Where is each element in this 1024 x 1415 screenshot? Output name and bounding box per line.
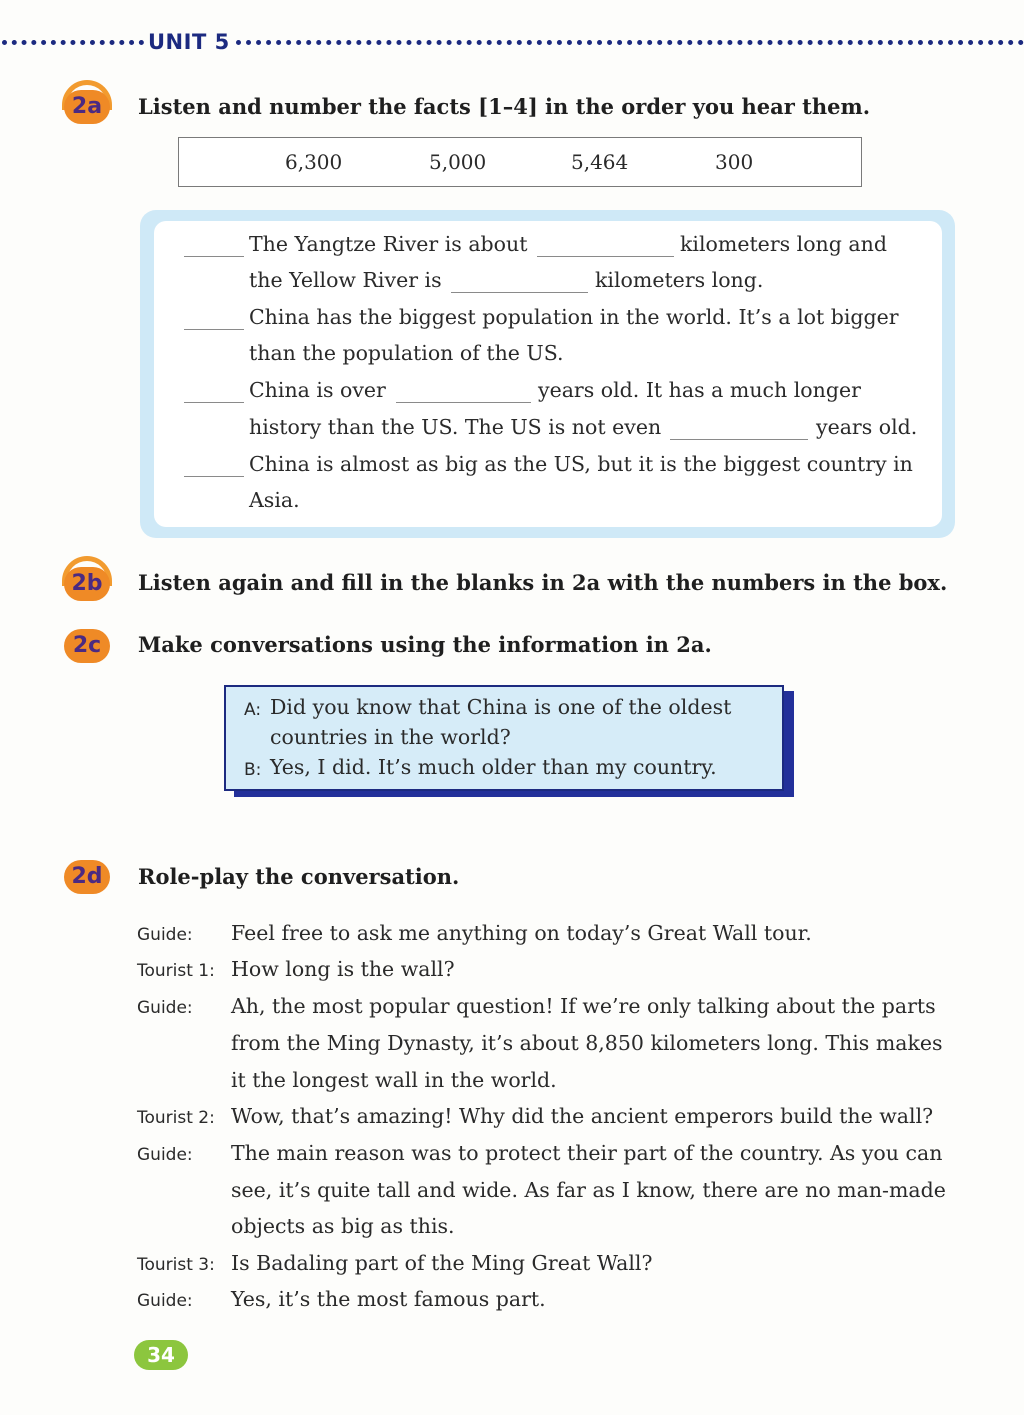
order-blank[interactable] [184, 329, 244, 330]
facts-panel-inner [154, 221, 942, 527]
conversation-line: Did you know that China is one of the oldest [270, 695, 732, 719]
number-option: 5,464 [571, 150, 629, 174]
fact-text: years old. It has a much longer [538, 378, 861, 402]
activity-badge-2a: 2a [64, 90, 110, 124]
dialogue-line: Wow, that’s amazing! Why did the ancient emperors build the wall? [231, 1104, 934, 1128]
speaker-label: Tourist 3: [137, 1255, 215, 1275]
unit-header [0, 26, 1024, 66]
fact-text: history than the US. The US is not even [249, 415, 662, 439]
instruction-2b: Listen again and fill in the blanks in 2a with the numbers in the box. [138, 570, 948, 595]
activity-badge-2d: 2d [64, 860, 110, 894]
dialogue-line: The main reason was to protect their part of the country. As you can [231, 1141, 943, 1165]
dialogue-line: objects as big as this. [231, 1214, 455, 1238]
order-blank[interactable] [184, 476, 244, 477]
speaker-label: Tourist 2: [137, 1108, 215, 1128]
instruction-2a: Listen and number the facts [1–4] in the order you hear them. [138, 94, 871, 119]
fact-text: than the population of the US. [249, 341, 564, 365]
fact-text: Asia. [249, 488, 300, 512]
speaker-label: B: [244, 760, 262, 780]
fact-text: China is over [249, 378, 386, 402]
dialogue-line: from the Ming Dynasty, it’s about 8,850 kilometers long. This makes [231, 1031, 943, 1055]
number-box [178, 137, 862, 187]
dialogue-line: Is Badaling part of the Ming Great Wall? [231, 1251, 653, 1275]
fact-text: kilometers long and [680, 232, 887, 256]
speaker-label: Guide: [137, 1291, 193, 1311]
number-blank[interactable] [451, 292, 588, 293]
fact-text: kilometers long. [595, 268, 764, 292]
instruction-2d: Role-play the conversation. [138, 864, 460, 889]
order-blank[interactable] [184, 402, 244, 403]
dialogue-line: Ah, the most popular question! If we’re only talking about the parts [231, 994, 936, 1018]
dialogue-line: it the longest wall in the world. [231, 1068, 557, 1092]
order-blank[interactable] [184, 256, 244, 257]
dotted-rule-left [2, 40, 144, 45]
fact-text: China is almost as big as the US, but it is the biggest country in [249, 452, 913, 476]
unit-title: UNIT 5 [148, 30, 230, 54]
dialogue-line: How long is the wall? [231, 957, 455, 981]
speaker-label: Tourist 1: [137, 961, 215, 981]
instruction-2c: Make conversations using the information in 2a. [138, 632, 712, 657]
speaker-label: Guide: [137, 925, 193, 945]
conversation-line: countries in the world? [270, 725, 511, 749]
fact-text: the Yellow River is [249, 268, 442, 292]
number-option: 6,300 [285, 150, 343, 174]
sample-conversation-box [224, 685, 784, 791]
dialogue-line: Feel free to ask me anything on today’s Great Wall tour. [231, 921, 812, 945]
dialogue-line: see, it’s quite tall and wide. As far as I know, there are no man-made [231, 1178, 946, 1202]
activity-badge-2c: 2c [64, 629, 110, 663]
fact-text: The Yangtze River is about [249, 232, 528, 256]
dialogue-line: Yes, it’s the most famous part. [231, 1287, 546, 1311]
speaker-label: Guide: [137, 998, 193, 1018]
speaker-label: A: [244, 700, 262, 720]
fact-text: China has the biggest population in the world. It’s a lot bigger [249, 305, 899, 329]
number-blank[interactable] [396, 402, 531, 403]
speaker-label: Guide: [137, 1145, 193, 1165]
page-number: 34 [134, 1340, 188, 1370]
number-option: 5,000 [429, 150, 487, 174]
activity-badge-2b: 2b [64, 567, 110, 601]
fact-text: years old. [816, 415, 918, 439]
number-option: 300 [715, 150, 754, 174]
number-blank[interactable] [670, 439, 808, 440]
dotted-rule-right [236, 40, 1024, 45]
number-blank[interactable] [537, 256, 674, 257]
conversation-line: Yes, I did. It’s much older than my country. [270, 755, 717, 779]
